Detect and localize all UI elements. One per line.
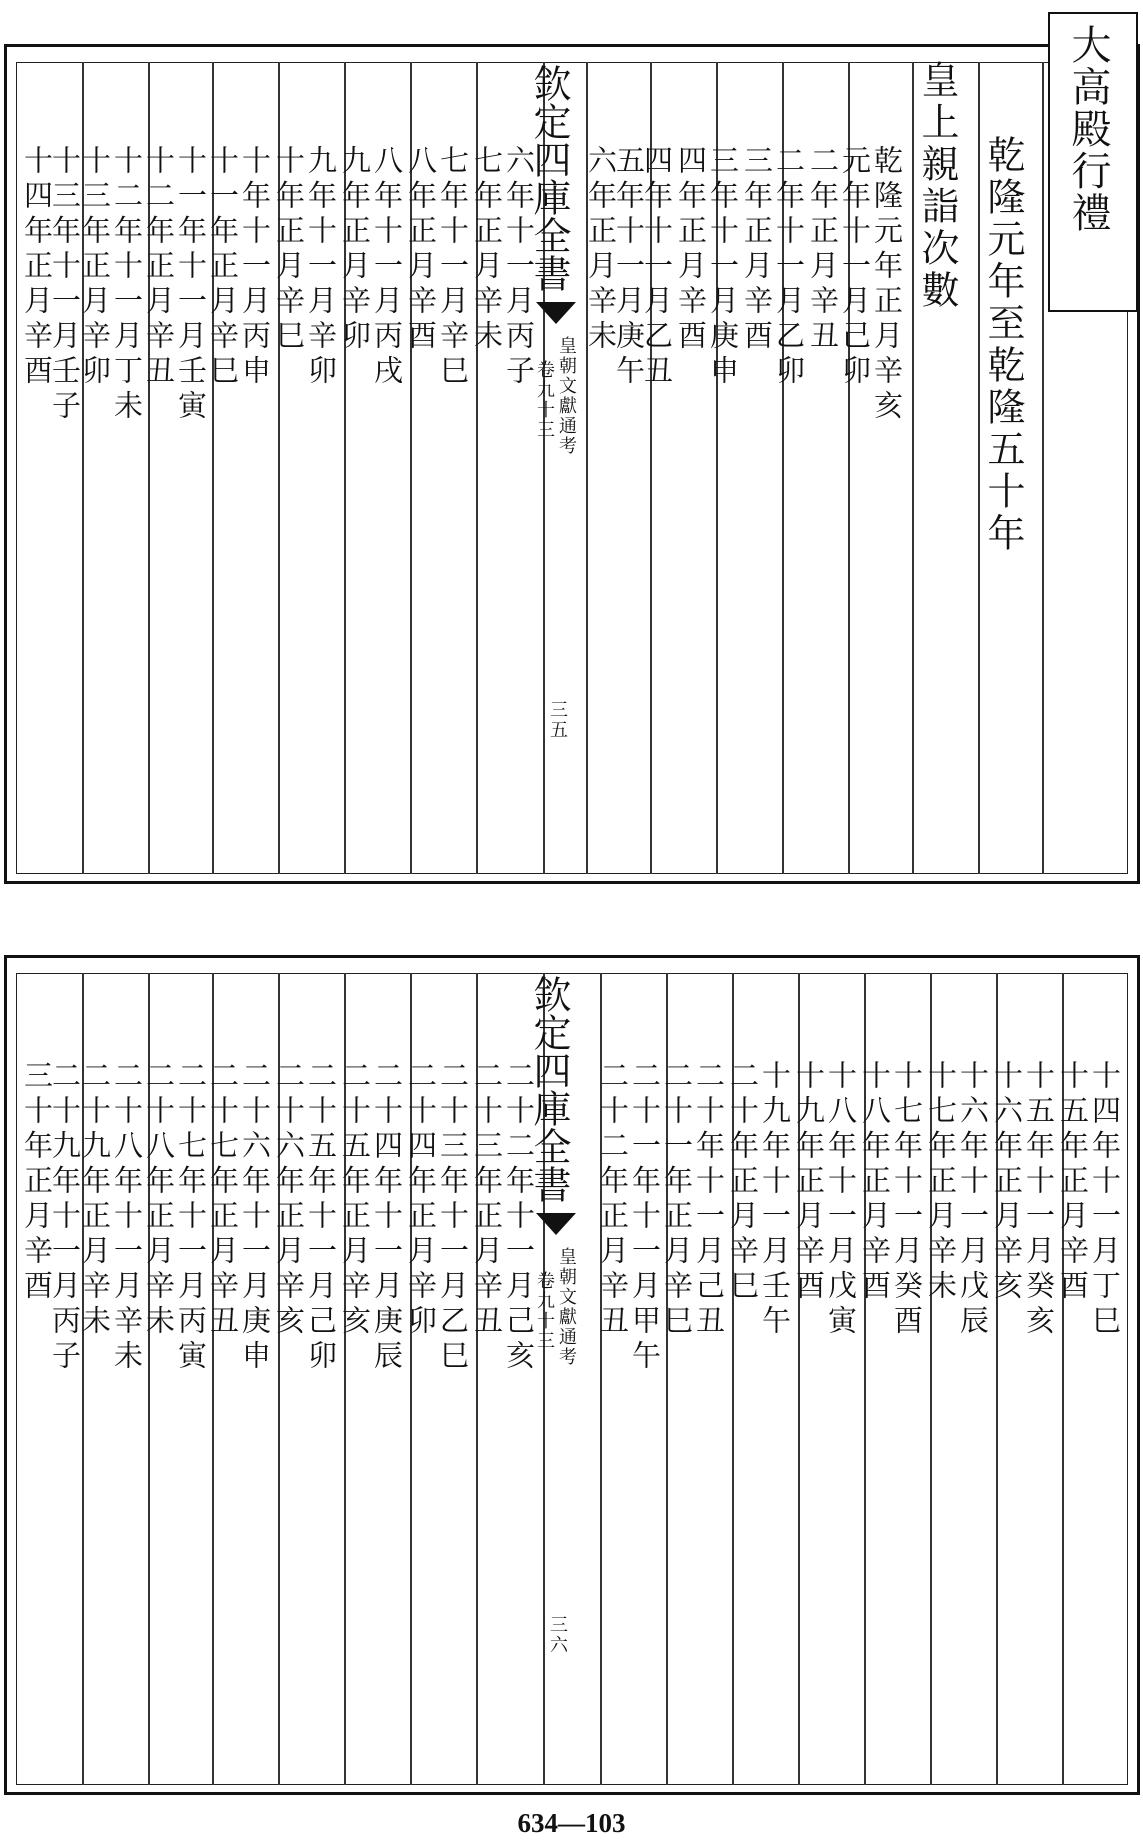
entry-column: 二十九年十一月丙子 xyxy=(48,1060,82,1375)
entry-column: 十七年十一月癸酉 xyxy=(890,1060,924,1340)
entry-column: 元年十一月己卯 xyxy=(838,145,872,390)
entry-column: 七年正月辛未 xyxy=(470,145,504,355)
entry-column: 二十年正月辛巳 xyxy=(726,1060,760,1305)
footer-page-number: 634—103 xyxy=(517,1808,626,1838)
entry-column: 十五年正月辛酉 xyxy=(1056,1060,1090,1305)
entry-column: 二十五年正月辛亥 xyxy=(338,1060,372,1340)
entry-column: 十年正月辛巳 xyxy=(272,145,306,355)
entry-column: 二十四年十一月庚辰 xyxy=(370,1060,404,1375)
entry-column: 二十年十一月己丑 xyxy=(692,1060,726,1340)
entry-column: 二年正月辛丑 xyxy=(806,145,840,355)
entry-column: 四年十一月乙丑 xyxy=(640,145,674,390)
entry-column: 二十六年正月辛亥 xyxy=(272,1060,306,1340)
entry-column: 二十六年十一月庚申 xyxy=(238,1060,272,1375)
entry-column: 十七年正月辛未 xyxy=(924,1060,958,1305)
entry-column: 二十三年正月辛丑 xyxy=(470,1060,504,1340)
entry-column: 二十九年正月辛未 xyxy=(78,1060,112,1340)
entry-column: 四年正月辛酉 xyxy=(674,145,708,355)
leaf-number: 三六 xyxy=(547,1615,568,1655)
fold-marker xyxy=(536,1213,576,1235)
column-rule xyxy=(1042,62,1044,874)
collection-title: 欽定四庫全書 xyxy=(527,975,571,1203)
entry-column: 八年正月辛酉 xyxy=(404,145,438,355)
entry-column: 十三年正月辛卯 xyxy=(78,145,112,390)
column-rule xyxy=(978,62,980,874)
column-rule xyxy=(912,62,914,874)
entry-column: 九年正月辛卯 xyxy=(338,145,372,355)
entry-column: 十年十一月丙申 xyxy=(238,145,272,390)
entry-column: 十四年十一月丁巳 xyxy=(1088,1060,1122,1340)
entry-column: 二十二年正月辛丑 xyxy=(596,1060,630,1340)
entry-column: 十二年十一月丁未 xyxy=(110,145,144,425)
entry-column: 八年十一月丙戌 xyxy=(370,145,404,390)
entry-column: 二十七年正月辛丑 xyxy=(206,1060,240,1340)
entry-column: 十四年正月辛酉 xyxy=(20,145,54,390)
entry-column: 六年正月辛未 xyxy=(584,145,618,355)
entry-column: 三年十一月庚申 xyxy=(706,145,740,390)
entry-column: 二十三年十一月乙巳 xyxy=(436,1060,470,1375)
collection-title: 欽定四庫全書 xyxy=(527,64,571,292)
entry-column: 十一年十一月壬寅 xyxy=(174,145,208,425)
volume-note: 卷九十三 xyxy=(534,360,555,440)
entry-column: 七年十一月辛巳 xyxy=(436,145,470,390)
entry-column: 二十五年十一月己卯 xyxy=(304,1060,338,1375)
entry-column: 二十一年正月辛巳 xyxy=(660,1060,694,1340)
fold-marker xyxy=(536,302,576,324)
entry-column: 三十年正月辛酉 xyxy=(20,1060,54,1305)
bottom-page xyxy=(0,955,1143,1795)
entry-column: 十九年正月辛酉 xyxy=(792,1060,826,1305)
entry-column: 十六年十一月戊辰 xyxy=(956,1060,990,1340)
entry-column: 二十四年正月辛卯 xyxy=(404,1060,438,1340)
entry-column: 三年正月辛酉 xyxy=(740,145,774,355)
entry-column: 十九年十一月壬午 xyxy=(758,1060,792,1340)
running-head: 大高殿行禮 xyxy=(1065,24,1111,234)
source-note: 皇朝文獻通考 xyxy=(556,1247,577,1367)
entry-column: 二年十一月乙卯 xyxy=(772,145,806,390)
entry-column: 二十七年十一月丙寅 xyxy=(174,1060,208,1375)
entry-column: 二十八年十一月辛未 xyxy=(110,1060,144,1375)
entry-column: 十八年十一月戊寅 xyxy=(824,1060,858,1340)
entry-column: 十一年正月辛巳 xyxy=(206,145,240,390)
entry-column: 五年十一月庚午 xyxy=(612,145,646,390)
top-page xyxy=(0,0,1143,900)
entry-column: 六年十一月丙子 xyxy=(502,145,536,390)
section-subtitle: 皇上親詣次數 xyxy=(915,60,959,312)
entry-column: 十三年十一月壬子 xyxy=(48,145,82,425)
entry-column: 十八年正月辛酉 xyxy=(858,1060,892,1305)
entry-column: 二十二年十一月己亥 xyxy=(502,1060,536,1375)
volume-note: 卷九十三 xyxy=(534,1271,555,1351)
entry-column: 十二年正月辛丑 xyxy=(142,145,176,390)
entry-column: 二十一年十一月甲午 xyxy=(628,1060,662,1375)
entry-column: 九年十一月辛卯 xyxy=(304,145,338,390)
entry-column: 乾隆元年正月辛亥 xyxy=(870,145,904,425)
section-title: 乾隆元年至乾隆五十年 xyxy=(981,135,1025,555)
entry-column: 十五年十一月癸亥 xyxy=(1022,1060,1056,1340)
entry-column: 十六年正月辛亥 xyxy=(990,1060,1024,1305)
leaf-number: 三五 xyxy=(547,700,568,740)
entry-column: 二十八年正月辛未 xyxy=(142,1060,176,1340)
source-note: 皇朝文獻通考 xyxy=(556,336,577,456)
